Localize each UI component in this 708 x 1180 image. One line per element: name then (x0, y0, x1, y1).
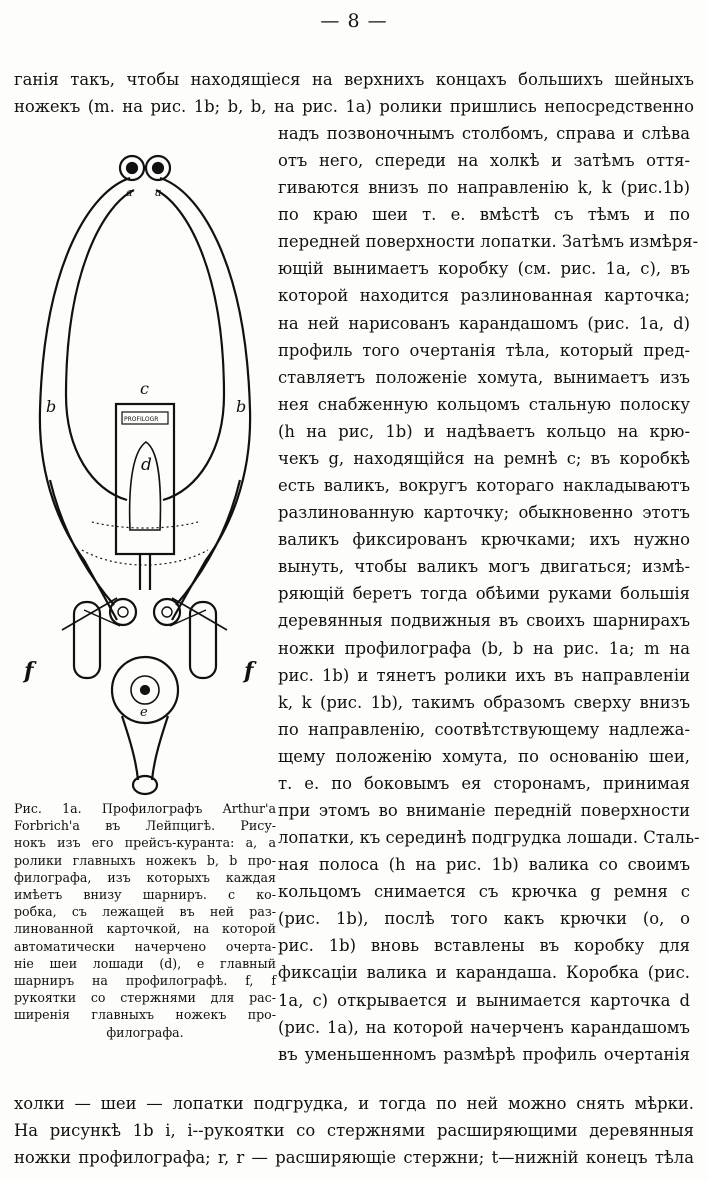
label-c: c (140, 379, 149, 398)
text-line: отъ него, спереди на холкѣ и затѣмъ оття- (278, 151, 690, 171)
caption-line: нокъ изъ его прейсъ-куранта: а, а (14, 835, 276, 851)
label-f: f (24, 658, 34, 684)
caption-line: рукоятки со стержнями для рас- (14, 990, 276, 1006)
text-line: профиль того очертанія тѣла, который пред- (278, 340, 690, 360)
caption-line: линованной карточкой, на которой (14, 921, 276, 937)
label-b: b (46, 397, 57, 416)
text-line: ющій вынимаетъ коробку (см. рис. 1а, с), въ (278, 259, 690, 279)
text-line: (рис. 1b), послѣ того какъ крючки (о, о (278, 909, 690, 929)
page-number: — 8 — (320, 10, 388, 32)
caption-line: робка, съ лежащей въ ней раз- (14, 904, 276, 920)
text-line: ставляетъ положеніе хомута, вынимаетъ изъ (278, 367, 690, 387)
caption-line: Рис. 1а. Профилографъ Arthur'a (14, 801, 276, 816)
text-line: валикъ фиксированъ крючками; ихъ нужно (278, 530, 690, 550)
text-line: На рисункѣ 1b i, i--рукоятки со стержнями расширяющими деревянныя (14, 1121, 694, 1140)
inner-leg-left (66, 190, 134, 500)
text-line: рис. 1b) и тянетъ ролики ихъ въ направленіи (278, 665, 690, 685)
text-line: деревянныя подвижныя въ своихъ шарнирахъ (278, 611, 690, 631)
text-line: холки — шеи — лопатки подгрудка, и тогда по ней можно снять мѣрки. (14, 1094, 694, 1113)
text-line: ножки профилографа (b, b на рис. 1а; m на (278, 638, 690, 658)
caption-line: филографа. (106, 1024, 184, 1040)
label-e: e (140, 705, 148, 720)
handle-f-right (190, 602, 216, 678)
text-line: (h на рис, 1b) и надѣваетъ кольцо на крю- (278, 421, 690, 441)
profilograph-illustration (22, 150, 267, 800)
text-line: въ уменьшенномъ размѣрѣ профиль очертанія (278, 1044, 690, 1064)
text-line: 1а, с) открывается и вынимается карточка d (278, 990, 690, 1010)
label-f: f (244, 658, 254, 684)
text-line: ножекъ (m. на рис. 1b; b, b, на рис. 1а) ролики пришлись непосредственно (14, 97, 694, 116)
text-line: ганія такъ, чтобы находящіеся на верхнихъ концахъ большихъ шейныхъ (14, 70, 694, 89)
text-line: по направленію, соотвѣтствующему надлежа- (278, 719, 690, 739)
caption-line: ніе шеи лошади (d), е главный (14, 955, 276, 971)
caption-line: ролики главныхъ ножекъ b, b про- (14, 852, 276, 868)
text-line: ряющій беретъ тогда обѣими руками большія (278, 584, 690, 604)
text-line: k, k (рис. 1b), такимъ образомъ сверху внизъ (278, 692, 690, 712)
text-line: нея снабженную кольцомъ стальную полоску (278, 394, 690, 414)
box-plate-text: PROFILOGR (124, 416, 159, 423)
figure-caption (14, 800, 276, 1041)
caption-line: Forbrich'a въ Лейпцигѣ. Рису- (14, 818, 276, 834)
caption-line: филографа, изъ которыхъ каждая (14, 869, 276, 885)
text-line: рис. 1b) вновь вставлены въ коробку для (278, 936, 690, 956)
text-line: есть валикъ, вокругъ котораго накладываютъ (278, 476, 690, 496)
text-line: (рис. 1а), на которой начерченъ карандашомъ (278, 1017, 690, 1037)
caption-line: ширенія главныхъ ножекъ про- (14, 1007, 276, 1023)
caption-line: имѣетъ внизу шарниръ. с ко- (14, 887, 276, 903)
text-line: т. е. по боковымъ ея сторонамъ, принимая (278, 773, 690, 793)
label-a: a (155, 186, 162, 199)
caption-line: шарниръ на профилографѣ. f, f (14, 973, 276, 989)
text-line: кольцомъ снимается съ крючка g ремня с (278, 882, 690, 902)
label-d: d (141, 455, 152, 475)
text-line: лопатки, къ серединѣ подгрудка лошади. Сталь- (278, 828, 700, 848)
inner-leg-right (156, 190, 224, 500)
label-a: a (126, 186, 133, 199)
label-b: b (236, 397, 247, 416)
text-line: надъ позвоночнымъ столбомъ, справа и слѣва (278, 124, 690, 143)
caption-line: автоматически начерчено очерта- (14, 938, 276, 954)
text-line: чекъ g, находящійся на ремнѣ c; въ коробкѣ (278, 448, 690, 468)
text-line: разлинованную карточку; обыкновенно этотъ (278, 503, 690, 523)
text-line: вынуть, чтобы валикъ могъ двигаться; измѣ- (278, 557, 690, 577)
text-line: фиксаціи валика и карандаша. Коробка (рис. (278, 963, 690, 983)
text-line: ная полоса (h на рис. 1b) валика со своимъ (278, 855, 690, 875)
text-line: по краю шеи т. е. вмѣстѣ съ тѣмъ и по (278, 205, 690, 225)
text-line: ножки профилографа; r, r — расширяющіе стержни; t—нижній конецъ тѣла (14, 1148, 694, 1167)
box-c (116, 404, 174, 554)
text-line: на ней нарисованъ карандашомъ (рис. 1а, d) (278, 313, 690, 333)
text-line: которой находится разлинованная карточка; (278, 286, 690, 306)
text-line: передней поверхности лопатки. Затѣмъ измѣря- (278, 232, 699, 252)
text-line: гиваются внизъ по направленію k, k (рис.1b) (278, 178, 690, 198)
text-line: при этомъ во вниманіе передній поверхности (278, 801, 690, 820)
handle-f-left (74, 602, 100, 678)
text-line: щему положенію хомута, по основанію шеи, (278, 746, 690, 766)
